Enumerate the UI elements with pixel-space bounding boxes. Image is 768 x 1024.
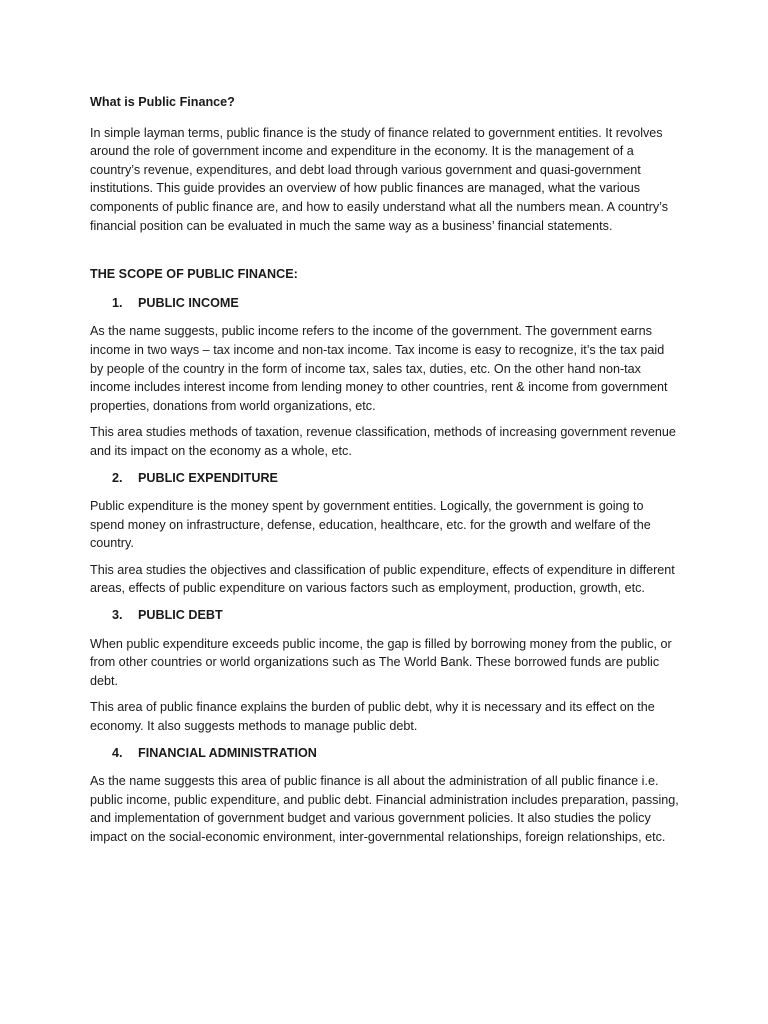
section-number: 2. (112, 470, 123, 485)
section-heading (90, 606, 680, 625)
section-heading (90, 294, 680, 313)
section-paragraph: This area studies the objectives and classification of public expenditure, effects of expenditure in different areas, effects of public expenditure on various factors such as employment, production, growth, etc. (90, 562, 675, 596)
section-title: FINANCIAL ADMINISTRATION (138, 745, 317, 760)
section-number: 4. (112, 745, 123, 760)
section-public-debt (90, 606, 680, 736)
section-financial-administration (90, 744, 680, 847)
section-heading (90, 744, 680, 763)
document-title: What is Public Finance? (90, 95, 235, 109)
section-public-expenditure (90, 469, 680, 599)
section-paragraph: As the name suggests this area of public finance is all about the administration of all public finance i.e. public income, public expenditure, and public debt. Financial administration includes preparation, passing, and implementation of government budget and various government policies. It also studies the policy impact on the social-economic environment, inter-governmental relationships, foreign relationships, etc. (90, 774, 679, 844)
intro-paragraph: In simple layman terms, public finance is the study of finance related to government entities. It revolves around the role of government income and expenditure in the economy. It is the management of a country’s revenue, expenditures, and debt load through various government and quasi-government institutions. This guide provides an overview of how public finances are managed, what the various components of public finance are, and how to easily understand what all the numbers mean. A country’s financial position can be evaluated in much the same way as a business’ financial statements. (90, 125, 669, 233)
section-paragraph: When public expenditure exceeds public income, the gap is filled by borrowing money from the public, or from other countries or world organizations such as The World Bank. These borrowed funds are public debt. (90, 636, 672, 688)
section-title: PUBLIC EXPENDITURE (138, 470, 278, 485)
section-paragraph: As the name suggests, public income refers to the income of the government. The government earns income in two ways – tax income and non-tax income. Tax income is easy to recognize, it’s the tax paid by people of the country in the form of income tax, sales tax, duties, etc. On the other hand non-tax income includes interest income from lending money to other countries, rent & income from government properties, donations from world organizations, etc. (90, 324, 668, 413)
section-public-income (90, 294, 680, 461)
section-number: 3. (112, 608, 123, 623)
section-paragraph: This area of public finance explains the burden of public debt, why it is necessary and its effect on the economy. It also suggests methods to manage public debt. (90, 700, 655, 734)
section-paragraph: Public expenditure is the money spent by government entities. Logically, the government is going to spend money on infrastructure, defense, education, healthcare, etc. for the growth and welfare of the country. (90, 499, 651, 551)
section-number: 1. (112, 295, 123, 310)
document-page (90, 93, 680, 855)
section-title: PUBLIC INCOME (138, 295, 239, 310)
section-paragraph: This area studies methods of taxation, revenue classification, methods of increasing government revenue and its impact on the economy as a whole, etc. (90, 425, 676, 458)
scope-heading: THE SCOPE OF PUBLIC FINANCE: (90, 267, 298, 282)
section-heading (90, 469, 680, 488)
section-title: PUBLIC DEBT (138, 608, 223, 623)
